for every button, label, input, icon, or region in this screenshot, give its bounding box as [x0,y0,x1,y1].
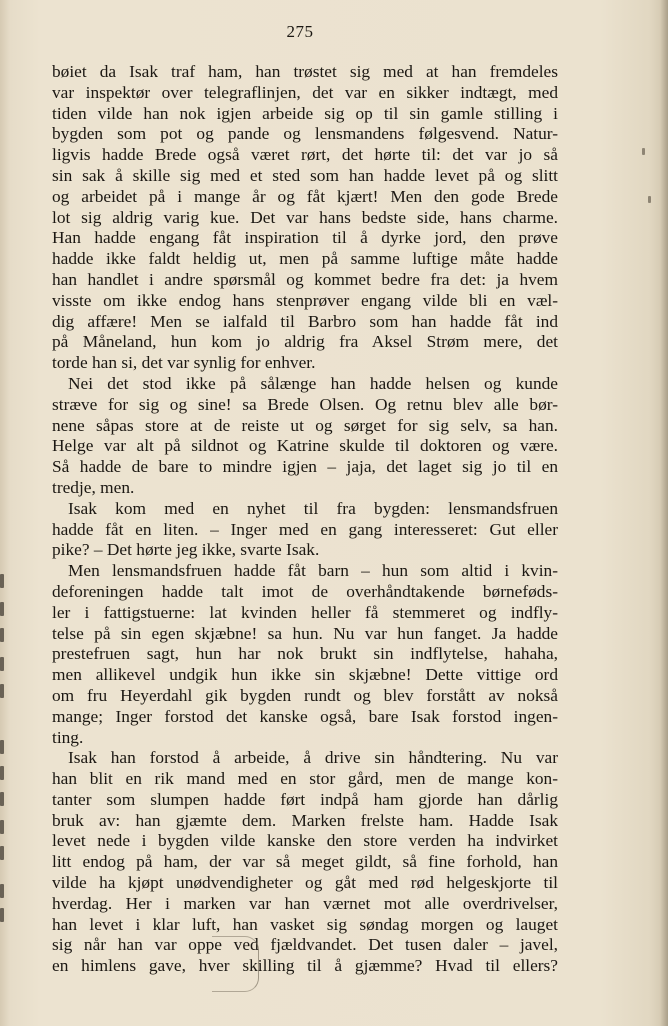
text-line: sin sak å skille sig med et sted som han hadde levet på og slitt [52,165,558,185]
text-line: vilde ha kjøpt unødvendigheter og gåt med rød helgeskjorte til [52,873,558,893]
left-margin-mark [0,792,4,806]
text-line: hadde fåt en liten. – Inger med en gang interesseret: Gut eller [52,519,558,539]
text-line: ting. [52,727,84,747]
text-line: han blit en rik mand med en stor gård, men de mange kon- [52,769,558,789]
left-margin-mark [0,684,4,698]
text-line: nene såpas store at de reiste ut og sørget for sig selv, sa han. [52,415,558,435]
text-line: telse på sin egen skjæbne! sa hun. Nu var hun fanget. Ja hadde [52,623,558,643]
pencil-bracket-mark [212,936,259,992]
text-line: sig når han var oppe ved fjældvandet. Det tusen daler – javel, [52,935,558,955]
text-line: han levet i klar luft, han vasket sig søndag morgen og lauget [52,914,558,934]
text-line: prestefruen sagt, hun har nok brukt sin indflytelse, hahaha, [52,644,558,664]
left-margin-mark [0,884,4,898]
text-line: tanter som slumpen hadde ført indpå ham gjorde han dårlig [52,789,558,809]
text-line: Isak kom med en nyhet til fra bygden: lensmandsfruen [68,498,558,518]
text-line: og arbeidet på i mange år og fåt kjært! Men den gode Brede [52,186,558,206]
left-margin-mark [0,574,4,588]
text-line: dig affære! Men se ialfald til Barbro som han hadde fåt ind [52,311,558,331]
left-margin-mark [0,657,4,671]
text-line: Han hadde engang fåt inspiration til å dyrke jord, den prøve [52,228,558,248]
text-line: litt endog på ham, der var så meget gildt, så fine forhold, han [52,852,558,872]
text-line: Nei det stod ikke på sålænge han hadde helsen og kunde [68,373,558,393]
right-margin-mark [648,196,651,203]
text-line: hadde ikke faldt heldig ut, men på samme luftige måte hadde [52,249,558,269]
text-line: stræve for sig og sine! sa Brede Olsen. Og retnu blev alle bør- [52,394,558,414]
text-line: ler i fattigstuerne: lat kvinden heller få stemmeret og indfly- [52,602,558,622]
text-line: hverdag. Her i marken var han værnet mot alle overdrivelser, [52,893,558,913]
left-margin-mark [0,820,4,834]
text-line: mange; Inger forstod det kanske også, bare Isak forstod ingen- [52,706,558,726]
left-margin-mark [0,602,4,616]
text-line: om fru Heyerdahl gik bygden rundt og blev forstått av nokså [52,685,558,705]
text-line: Så hadde de bare to mindre igjen – jaja, det laget sig jo til en [52,457,558,477]
left-margin-mark [0,628,4,642]
text-line: bygden som pot og pande og lensmandens følgesvend. Natur- [52,124,558,144]
text-line: men allikevel undgik hun ikke sin skjæbne! Dette vittige ord [52,665,558,685]
text-line: tiden vilde han nok igjen arbeide sig op til sin gamle stilling i [52,103,558,123]
text-line: Men lensmandsfruen hadde fåt barn – hun som altid i kvin- [68,561,558,581]
text-line: på Måneland, hun kom jo aldrig fra Aksel Strøm mere, det [52,332,558,352]
page-fold-edge [660,0,668,1026]
text-line: Helge var alt på sildnot og Katrine skulde til doktoren og være. [52,436,558,456]
left-margin-mark [0,740,4,754]
text-line: tredje, men. [52,477,135,497]
text-line: torde han si, det var synlig for enhver. [52,353,316,373]
text-line: lot sig aldrig varig kue. Det var hans bedste side, hans charme. [52,207,558,227]
text-line: levet nede i bygden vilde kanske den store verden ha indvirket [52,831,558,851]
left-margin-mark [0,766,4,780]
text-line: bruk av: han gjæmte dem. Marken frelste ham. Hadde Isak [52,810,558,830]
text-line: bøiet da Isak traf ham, han trøstet sig med at han fremdeles [52,62,558,81]
text-line: Isak han forstod å arbeide, å drive sin håndtering. Nu var [68,748,558,768]
text-line: visste om ikke endog hans stenprøver engang vilde bli en væl- [52,290,558,310]
left-margin-mark [0,846,4,860]
right-margin-mark [642,148,645,155]
text-line: en himlens gave, hver skilling til å gjæmme? Hvad til ellers? [52,956,558,976]
text-line: han handlet i andre spørsmål og kommet bedre fra det: ja hvem [52,269,558,289]
text-line: pike? – Det hørte jeg ikke, svarte Isak. [52,540,320,560]
text-line: deforeningen hadde talt imot de overhåndtakende børneføds- [52,581,558,601]
left-margin-mark [0,908,4,922]
text-line: ligvis hadde Brede også været rørt, det hørte til: det var jo så [52,145,558,165]
page-number: 275 [286,22,314,41]
text-line: var inspektør over telegraflinjen, det var en sikker indtægt, med [52,82,558,102]
body-text [52,62,558,977]
